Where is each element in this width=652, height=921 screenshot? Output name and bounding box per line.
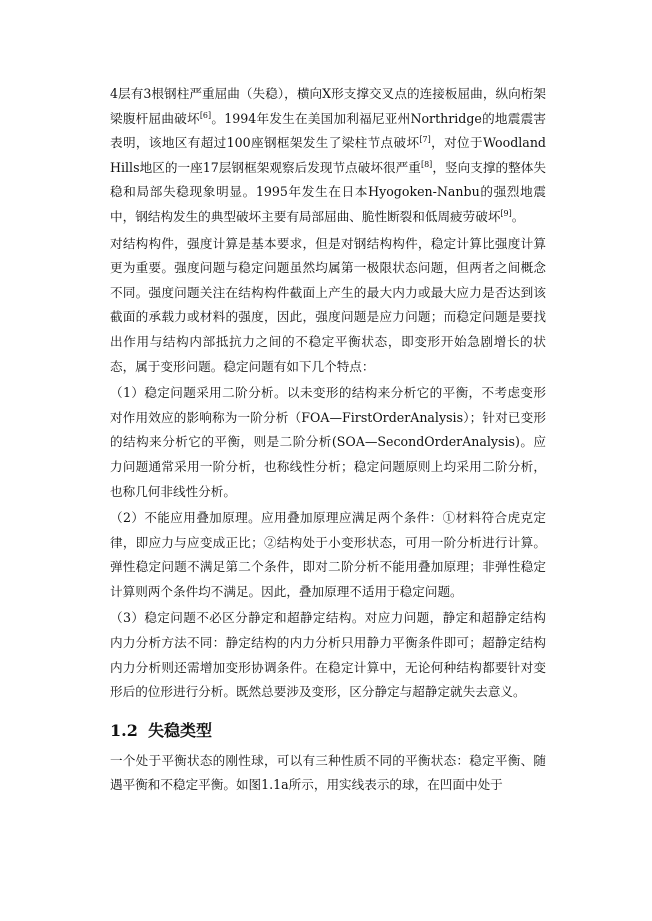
document-page — [110, 82, 546, 800]
text-run: 4层有3根钢柱严重屈曲（失稳），横向X形支撑交叉点的连接板屈曲，纵向桁架梁腹杆屈曲破坏 — [110, 86, 546, 126]
section-number: 1.2 — [110, 720, 138, 740]
section-title: 失稳类型 — [148, 720, 213, 740]
citation-ref: [8] — [420, 159, 433, 169]
paragraph-earthquake-damage — [110, 82, 546, 230]
citation-ref: [6] — [199, 110, 212, 120]
paragraph-point-2: （2）不能应用叠加原理。应用叠加原理应满足两个条件：①材料符合虎克定律，即应力与应变成正比；②结构处于小变形状态，可用一阶分析进行计算。弹性稳定问题不满足第二个条件，即对二阶分析不能用叠加原理；非弹性稳定计算则两个条件均不满足。因此，叠加原理不适用于稳定问题。 — [110, 510, 546, 599]
paragraph-equilibrium-intro: 一个处于平衡状态的刚性球，可以有三种性质不同的平衡状态：稳定平衡、随遇平衡和不稳定平衡。如图1.1a所示，用实线表示的球，在凹面中处于 — [110, 752, 546, 793]
text-run: ，对位于WoodlandHills地区的一座17层钢框架观察后发现节点破坏很严重 — [110, 135, 546, 175]
paragraph-strength-vs-stability: 对结构构件，强度计算是基本要求，但是对钢结构构件，稳定计算比强度计算更为重要。强度问题与稳定问题虽然均属第一极限状态问题，但两者之间概念不同。强度问题关注在结构构件截面上产生的最大内力或最大应力是否达到该截面的承载力或材料的强度，因此，强度问题是应力问题；而稳定问题是要找出作用与结构内部抵抗力之间的不稳定平衡状态，即变形开始急剧增长的状态，属于变形问题。稳定问题有如下几个特点： — [110, 235, 546, 374]
paragraph-point-3: （3）稳定问题不必区分静定和超静定结构。对应力问题，静定和超静定结构内力分析方法不同：静定结构的内力分析只用静力平衡条件即可；超静定结构内力分析则还需增加变形协调条件。在稳定计算中，无论何种结构都要针对变形后的位形进行分析。既然总要涉及变形，区分静定与超静定就失去意义。 — [110, 610, 546, 700]
paragraph-point-1: （1）稳定问题采用二阶分析。以未变形的结构来分析它的平衡，不考虑变形对作用效应的影响称为一阶分析（FOA—FirstOrderAnalysis）；针对已变形的结构来分析它的平衡，则是二阶分析(SOA—SecondOrderAnalysis)。应力问题通常采用一阶分析，也称线性分析；稳定问题原则上均采用二阶分析，也称几何非线性分析。 — [110, 385, 546, 499]
section-heading — [110, 719, 546, 743]
citation-ref: [7] — [419, 135, 431, 144]
text-run: 。 — [511, 208, 525, 224]
text-run: 。1994年发生在美国加利福尼亚州Northridge的地震震害表明，该地区有超过100座钢框架发生了梁柱节点破坏 — [110, 110, 547, 151]
text-run: ，竖向支撑的整体失稳和局部失稳现象明显。1995年发生在日本Hyogoken-Nanbu的强烈地震中，钢结构发生的典型破坏主要有局部屈曲、脆性断裂和低周疲劳破坏 — [110, 159, 547, 224]
citation-ref: [9] — [500, 208, 512, 218]
